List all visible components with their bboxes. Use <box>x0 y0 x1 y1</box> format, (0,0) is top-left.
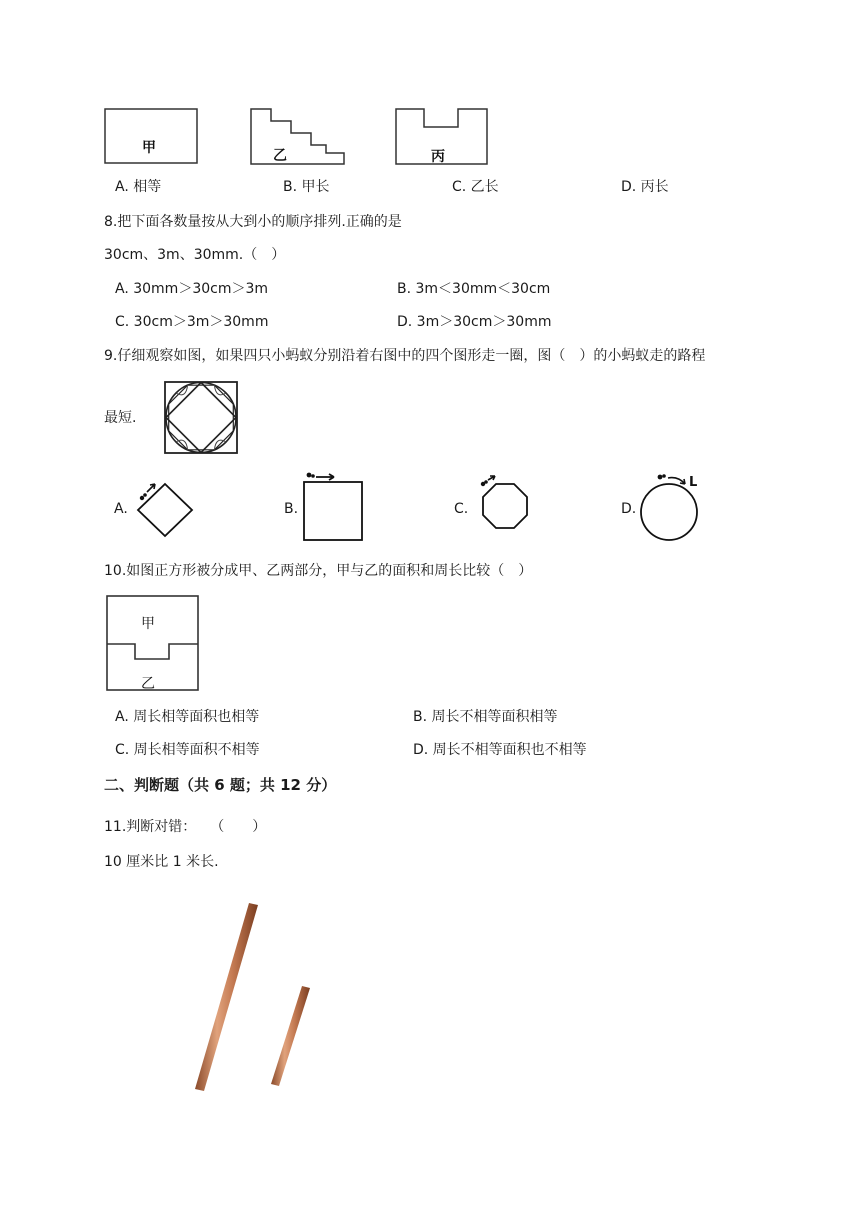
q10-option-d[interactable]: D. 周长不相等面积也不相等 <box>413 742 587 758</box>
q9-option-a-diamond[interactable] <box>133 478 193 538</box>
arrow-icon <box>316 474 334 480</box>
q7-label-jia: 甲 <box>142 140 156 156</box>
q10-stem: 10.如图正方形被分成甲、乙两部分，甲与乙的面积和周长比较（ ） <box>104 563 533 579</box>
q10-label-jia: 甲 <box>141 616 155 632</box>
q8-option-b[interactable]: B. 3m＜30mm＜30cm <box>397 281 551 297</box>
ant-icon <box>140 496 144 500</box>
q7-label-bing: 丙 <box>431 149 445 165</box>
q10-option-b[interactable]: B. 周长不相等面积相等 <box>413 709 558 725</box>
q9-option-a-letter[interactable]: A. <box>114 501 128 517</box>
q10-label-yi: 乙 <box>141 676 155 692</box>
q7-figure-jia <box>104 108 198 164</box>
q7-figure-bing <box>395 108 489 165</box>
q9-stem: 9.仔细观察如图，如果四只小蚂蚁分别沿着右图中的四个图形走一圈，图（ ）的小蚂蚁走的路程 <box>104 348 706 364</box>
ant-icon <box>307 473 312 478</box>
q7-option-c[interactable]: C. 乙长 <box>452 179 499 195</box>
q11-rods-image <box>190 898 320 1094</box>
q8-stem: 8.把下面各数量按从大到小的顺序排列.正确的是 <box>104 214 402 230</box>
q10-option-a[interactable]: A. 周长相等面积也相等 <box>115 709 260 725</box>
q9-option-b-letter[interactable]: B. <box>284 501 299 517</box>
arrow-icon <box>668 478 685 484</box>
q8-option-d[interactable]: D. 3m＞30cm＞30mm <box>397 314 552 330</box>
q9-combined-figure <box>164 381 238 454</box>
q9-option-d-circle[interactable] <box>640 470 708 544</box>
q9-circle-tag: L <box>689 475 698 490</box>
arrow-icon <box>147 484 155 492</box>
q9-stem-end: 最短. <box>104 410 137 426</box>
q10-option-c[interactable]: C. 周长相等面积不相等 <box>115 742 260 758</box>
section-title: 二、判断题（共 6 题；共 12 分） <box>104 776 337 794</box>
q11-stem: 11.判断对错： （ ） <box>104 819 267 835</box>
short-rod <box>271 986 310 1086</box>
q10-figure <box>106 595 199 691</box>
long-rod <box>195 903 258 1091</box>
q7-option-d[interactable]: D. 丙长 <box>621 179 669 195</box>
q7-label-yi: 乙 <box>273 148 287 164</box>
q8-stem-values: 30cm、3m、30mm.（ ） <box>104 247 286 263</box>
q11-statement: 10 厘米比 1 米长. <box>104 854 219 870</box>
q8-option-c[interactable]: C. 30cm＞3m＞30mm <box>115 314 269 330</box>
q9-option-d-letter[interactable]: D. <box>621 501 637 517</box>
q7-option-a[interactable]: A. 相等 <box>115 179 162 195</box>
q9-option-c-letter[interactable]: C. <box>454 501 469 517</box>
q9-option-b-square[interactable] <box>302 470 364 542</box>
q7-figure-yi <box>250 108 346 165</box>
q8-option-a[interactable]: A. 30mm＞30cm＞3m <box>115 281 269 297</box>
arrow-icon <box>488 476 495 480</box>
q9-option-c-octagon[interactable] <box>474 474 536 542</box>
q7-option-b[interactable]: B. 甲长 <box>283 179 330 195</box>
ant-icon <box>658 475 663 480</box>
